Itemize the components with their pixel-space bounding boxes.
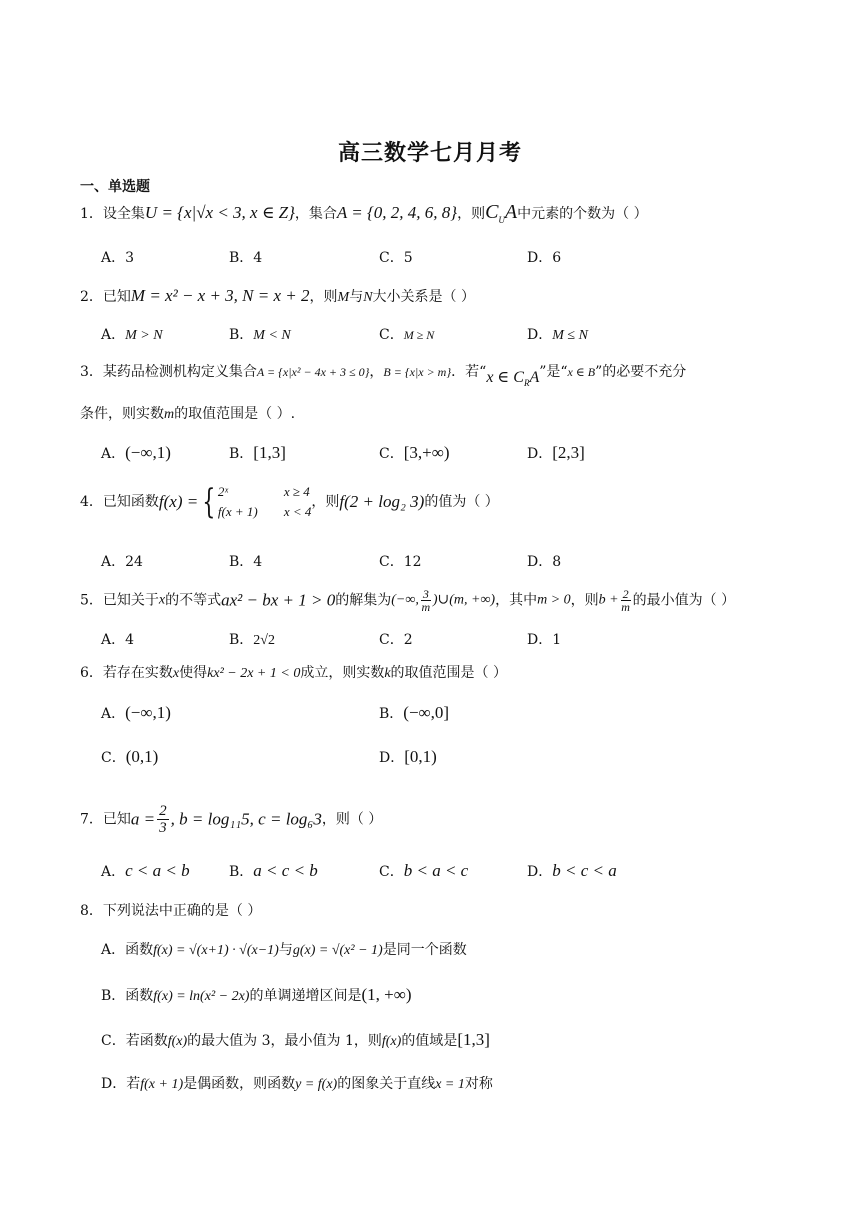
q8-c-int: [1,3]: [457, 1030, 490, 1049]
q6-ineq: kx² − 2x + 1 < 0: [207, 666, 301, 681]
q4-option-a[interactable]: A．24: [101, 554, 143, 570]
q7-rest: , b = log₁₁5, c = log₆3: [170, 809, 322, 829]
q5-set-right: )∪(m, +∞): [432, 592, 496, 608]
option-label: A．: [101, 327, 126, 343]
q3-text: 条件，则实数: [80, 406, 164, 422]
q6-text: 使得: [179, 665, 208, 681]
q3-option-b[interactable]: [229, 443, 286, 464]
q5-var-x: x: [158, 592, 166, 608]
option-label: B．: [379, 706, 404, 722]
question-5-stem: [80, 588, 735, 613]
option-math: (0,1): [125, 747, 159, 766]
q8-c-f: f(x): [167, 1034, 188, 1049]
case-1: 2ˣ: [217, 484, 229, 499]
option-math: [3,+∞): [403, 443, 450, 462]
option-math: (−∞,1): [125, 443, 171, 462]
q8-a-g: g(x) = √(x² − 1): [292, 943, 383, 958]
option-label: D．: [527, 327, 553, 343]
complement-sub: U: [498, 215, 505, 225]
q1-text: 中元素的个数为（ ）: [517, 206, 648, 222]
q3-text: ”的必要不充分: [595, 364, 687, 380]
q5-option-a[interactable]: A．4: [101, 632, 135, 648]
q7-option-c[interactable]: [379, 861, 468, 882]
q6-option-c[interactable]: [101, 747, 158, 768]
q7-option-a[interactable]: [101, 861, 190, 882]
q8-a-end: 是同一个函数: [382, 942, 467, 958]
option-math: a < c < b: [253, 861, 318, 880]
q8-d-y: y = f(x): [295, 1077, 338, 1092]
q6-option-a[interactable]: [101, 703, 171, 724]
q8-option-c[interactable]: [101, 1030, 490, 1052]
frac-den: m: [621, 600, 630, 614]
q2-option-c[interactable]: [379, 325, 434, 345]
frac-den: m: [421, 600, 431, 614]
q2-option-a[interactable]: [101, 325, 163, 346]
q4-fx: f(x) =: [158, 492, 199, 511]
q4-piecewise: [218, 482, 312, 522]
frac-num: 3: [422, 587, 429, 601]
question-2-stem: [80, 286, 475, 308]
q5-option-c[interactable]: C．2: [379, 632, 413, 648]
q3-set-a: A = {x|x² − 4x + 3 ≤ 0}: [256, 365, 370, 379]
q3-text: ”是“: [539, 364, 568, 380]
q8-d-end: 对称: [464, 1076, 493, 1092]
q5-cond: m > 0: [537, 592, 571, 608]
option-math: [1,3]: [253, 443, 286, 462]
option-label: B．: [229, 446, 254, 462]
option-math: M ≥ N: [403, 328, 435, 342]
q5-option-b[interactable]: [229, 630, 275, 651]
q1-complement: [485, 201, 517, 223]
q5-frac: [421, 588, 431, 613]
q6-option-d[interactable]: [379, 747, 437, 768]
q8-a-mid: 与: [278, 942, 293, 958]
complement-of: A: [504, 201, 518, 223]
q8-c-mid: 的最大值为 3，最小值为 1，则: [187, 1033, 382, 1049]
q8-d-mid2: 的图象关于直线: [337, 1076, 436, 1092]
case-2: f(x + 1): [217, 504, 258, 519]
q2-text: ，则: [309, 289, 338, 305]
question-3-line2: [80, 404, 295, 425]
q3-var-m: m: [164, 407, 175, 422]
option-math: c < a < b: [125, 861, 190, 880]
section-heading: 一、单选题: [80, 179, 150, 195]
q7-text: 7．已知: [80, 811, 131, 828]
option-math: M > N: [125, 328, 163, 343]
q7-option-b[interactable]: [229, 861, 318, 882]
q3-option-a[interactable]: [101, 443, 171, 464]
q5-option-d[interactable]: D．1: [527, 632, 562, 648]
q5-text: ，其中: [495, 592, 538, 609]
q7-text: ，则（ ）: [321, 811, 383, 828]
q8-d-line: x = 1: [435, 1077, 465, 1092]
option-label: B．: [229, 864, 254, 880]
option-label: A．: [101, 446, 126, 462]
q3-text: ，: [369, 364, 384, 380]
q2-var-n: N: [363, 290, 373, 305]
cond-of: A: [529, 369, 540, 386]
q3-cond2: x ∈ B: [567, 365, 596, 379]
q1-text: 1．设全集: [80, 206, 145, 222]
option-label: D．: [379, 750, 405, 766]
option-math: M ≤ N: [552, 328, 588, 343]
option-label: C．: [379, 864, 404, 880]
q5-text: 的不等式: [165, 592, 222, 609]
q5-text: ，则: [570, 592, 599, 609]
q3-option-d[interactable]: [527, 443, 585, 464]
q1-set-a: A = {0, 2, 4, 6, 8}: [336, 203, 458, 222]
q3-text: 的取值范围是（ ）.: [174, 406, 296, 422]
q8-a-f: f(x) = √(x+1) · √(x−1): [153, 943, 279, 958]
option-label: A．: [101, 864, 126, 880]
cond-2: x < 4: [283, 504, 312, 519]
q1-option-b[interactable]: B．4: [229, 250, 263, 266]
q1-option-c[interactable]: C．5: [379, 250, 413, 266]
option-math: (−∞,1): [125, 703, 171, 722]
frac-num: 2: [622, 587, 629, 601]
option-label: B．函数: [101, 988, 154, 1004]
q8-c-mid2: 的值域是: [401, 1033, 458, 1049]
option-label: C．: [101, 750, 126, 766]
option-label: C．: [379, 327, 404, 343]
q8-d-f: f(x + 1): [140, 1077, 184, 1092]
piecewise-brace: {: [202, 482, 216, 522]
q7-option-d[interactable]: [527, 861, 617, 882]
question-7-stem: [80, 803, 382, 836]
frac-den: 3: [159, 820, 167, 836]
q5-text: 的解集为: [335, 592, 392, 609]
option-label: B．: [229, 632, 254, 648]
question-6-stem: [80, 663, 507, 684]
frac-num: 2: [159, 803, 167, 819]
q3-text: 3．某药品检测机构定义集合: [80, 364, 257, 380]
q2-text: 大小关系是（ ）: [372, 289, 475, 305]
q4-text: 的值为（ ）: [424, 494, 499, 510]
q4-option-b[interactable]: B．4: [229, 554, 263, 570]
q8-option-a[interactable]: [101, 940, 467, 961]
q5-frac2: [621, 588, 631, 613]
q8-c-f2: f(x): [381, 1034, 402, 1049]
q2-var-m: M: [337, 290, 350, 305]
q1-set-u: U = {x|√x < 3, x ∈ Z}: [144, 203, 295, 222]
q2-text: 2．已知: [80, 289, 131, 305]
page-title: 高三数学七月月考: [337, 140, 522, 166]
question-1-stem: [80, 202, 648, 230]
q6-var-k: k: [384, 666, 391, 681]
question-3-stem: [80, 362, 686, 387]
question-4-stem: [80, 482, 499, 522]
q5-text: 的最小值为（ ）: [632, 592, 736, 609]
q1-text: ，则: [457, 206, 486, 222]
q6-text: 6．若存在实数: [80, 665, 173, 681]
option-label: A．: [101, 706, 126, 722]
q4-text: 4．已知函数: [80, 494, 159, 510]
option-label: D．: [527, 446, 553, 462]
q4-expr: f(2 + log₂ 3): [339, 492, 425, 511]
q6-option-b[interactable]: [379, 703, 449, 724]
q5-set-left: (−∞,: [391, 592, 419, 608]
q2-option-b[interactable]: [229, 325, 291, 346]
q8-option-d[interactable]: [101, 1074, 493, 1095]
cond-sub: R: [523, 378, 530, 389]
option-math: M < N: [253, 328, 291, 343]
option-math: [2,3]: [552, 443, 585, 462]
q2-expr: M = x² − x + 3, N = x + 2: [130, 286, 310, 305]
option-math: 2√2: [253, 633, 275, 648]
q8-b-f: f(x) = ln(x² − 2x): [153, 989, 250, 1004]
q7-a-eq: a =: [130, 809, 156, 829]
cond-1: x ≥ 4: [283, 484, 310, 499]
option-math: b < a < c: [403, 861, 469, 880]
q4-option-c[interactable]: C．12: [379, 554, 422, 570]
q8-b-int: (1, +∞): [361, 985, 412, 1004]
q4-option-d[interactable]: D．8: [527, 554, 562, 570]
complement-symbol: C: [485, 201, 499, 223]
q8-d-mid: 是偶函数，则函数: [183, 1076, 296, 1092]
q8-b-mid: 的单调递增区间是: [249, 988, 362, 1004]
q6-var-x: x: [172, 666, 180, 681]
option-label: B．: [229, 327, 254, 343]
cond-text: x ∈ C: [486, 369, 524, 386]
option-label: C．若函数: [101, 1033, 168, 1049]
option-label: A．函数: [101, 942, 154, 958]
option-math: (−∞,0]: [403, 703, 450, 722]
q1-text: ，集合: [294, 206, 337, 222]
q5-ineq: ax² − bx + 1 > 0: [221, 590, 336, 610]
q4-text: ，则: [311, 494, 340, 510]
option-label: D．: [527, 864, 553, 880]
q2-option-d[interactable]: [527, 325, 588, 346]
q7-frac: [157, 803, 169, 836]
q5-b-plus: b +: [598, 592, 619, 608]
option-label: D．若: [101, 1076, 141, 1092]
q2-text: 与: [349, 289, 364, 305]
q3-option-c[interactable]: [379, 443, 450, 464]
option-math: b < c < a: [552, 861, 617, 880]
q3-text: ．若“: [451, 364, 487, 380]
q6-text: 成立，则实数: [300, 665, 385, 681]
q3-cond: [486, 369, 540, 389]
q6-text: 的取值范围是（ ）: [390, 665, 507, 681]
q8-option-b[interactable]: [101, 985, 412, 1007]
q5-text: 5．已知关于: [80, 592, 159, 609]
question-8-stem: 8．下列说法中正确的是（ ）: [80, 903, 262, 919]
option-math: [0,1): [404, 747, 437, 766]
option-label: C．: [379, 446, 404, 462]
q1-option-d[interactable]: D．6: [527, 250, 562, 266]
q3-set-b: B = {x|x > m}: [383, 365, 452, 379]
q1-option-a[interactable]: A．3: [101, 250, 135, 266]
